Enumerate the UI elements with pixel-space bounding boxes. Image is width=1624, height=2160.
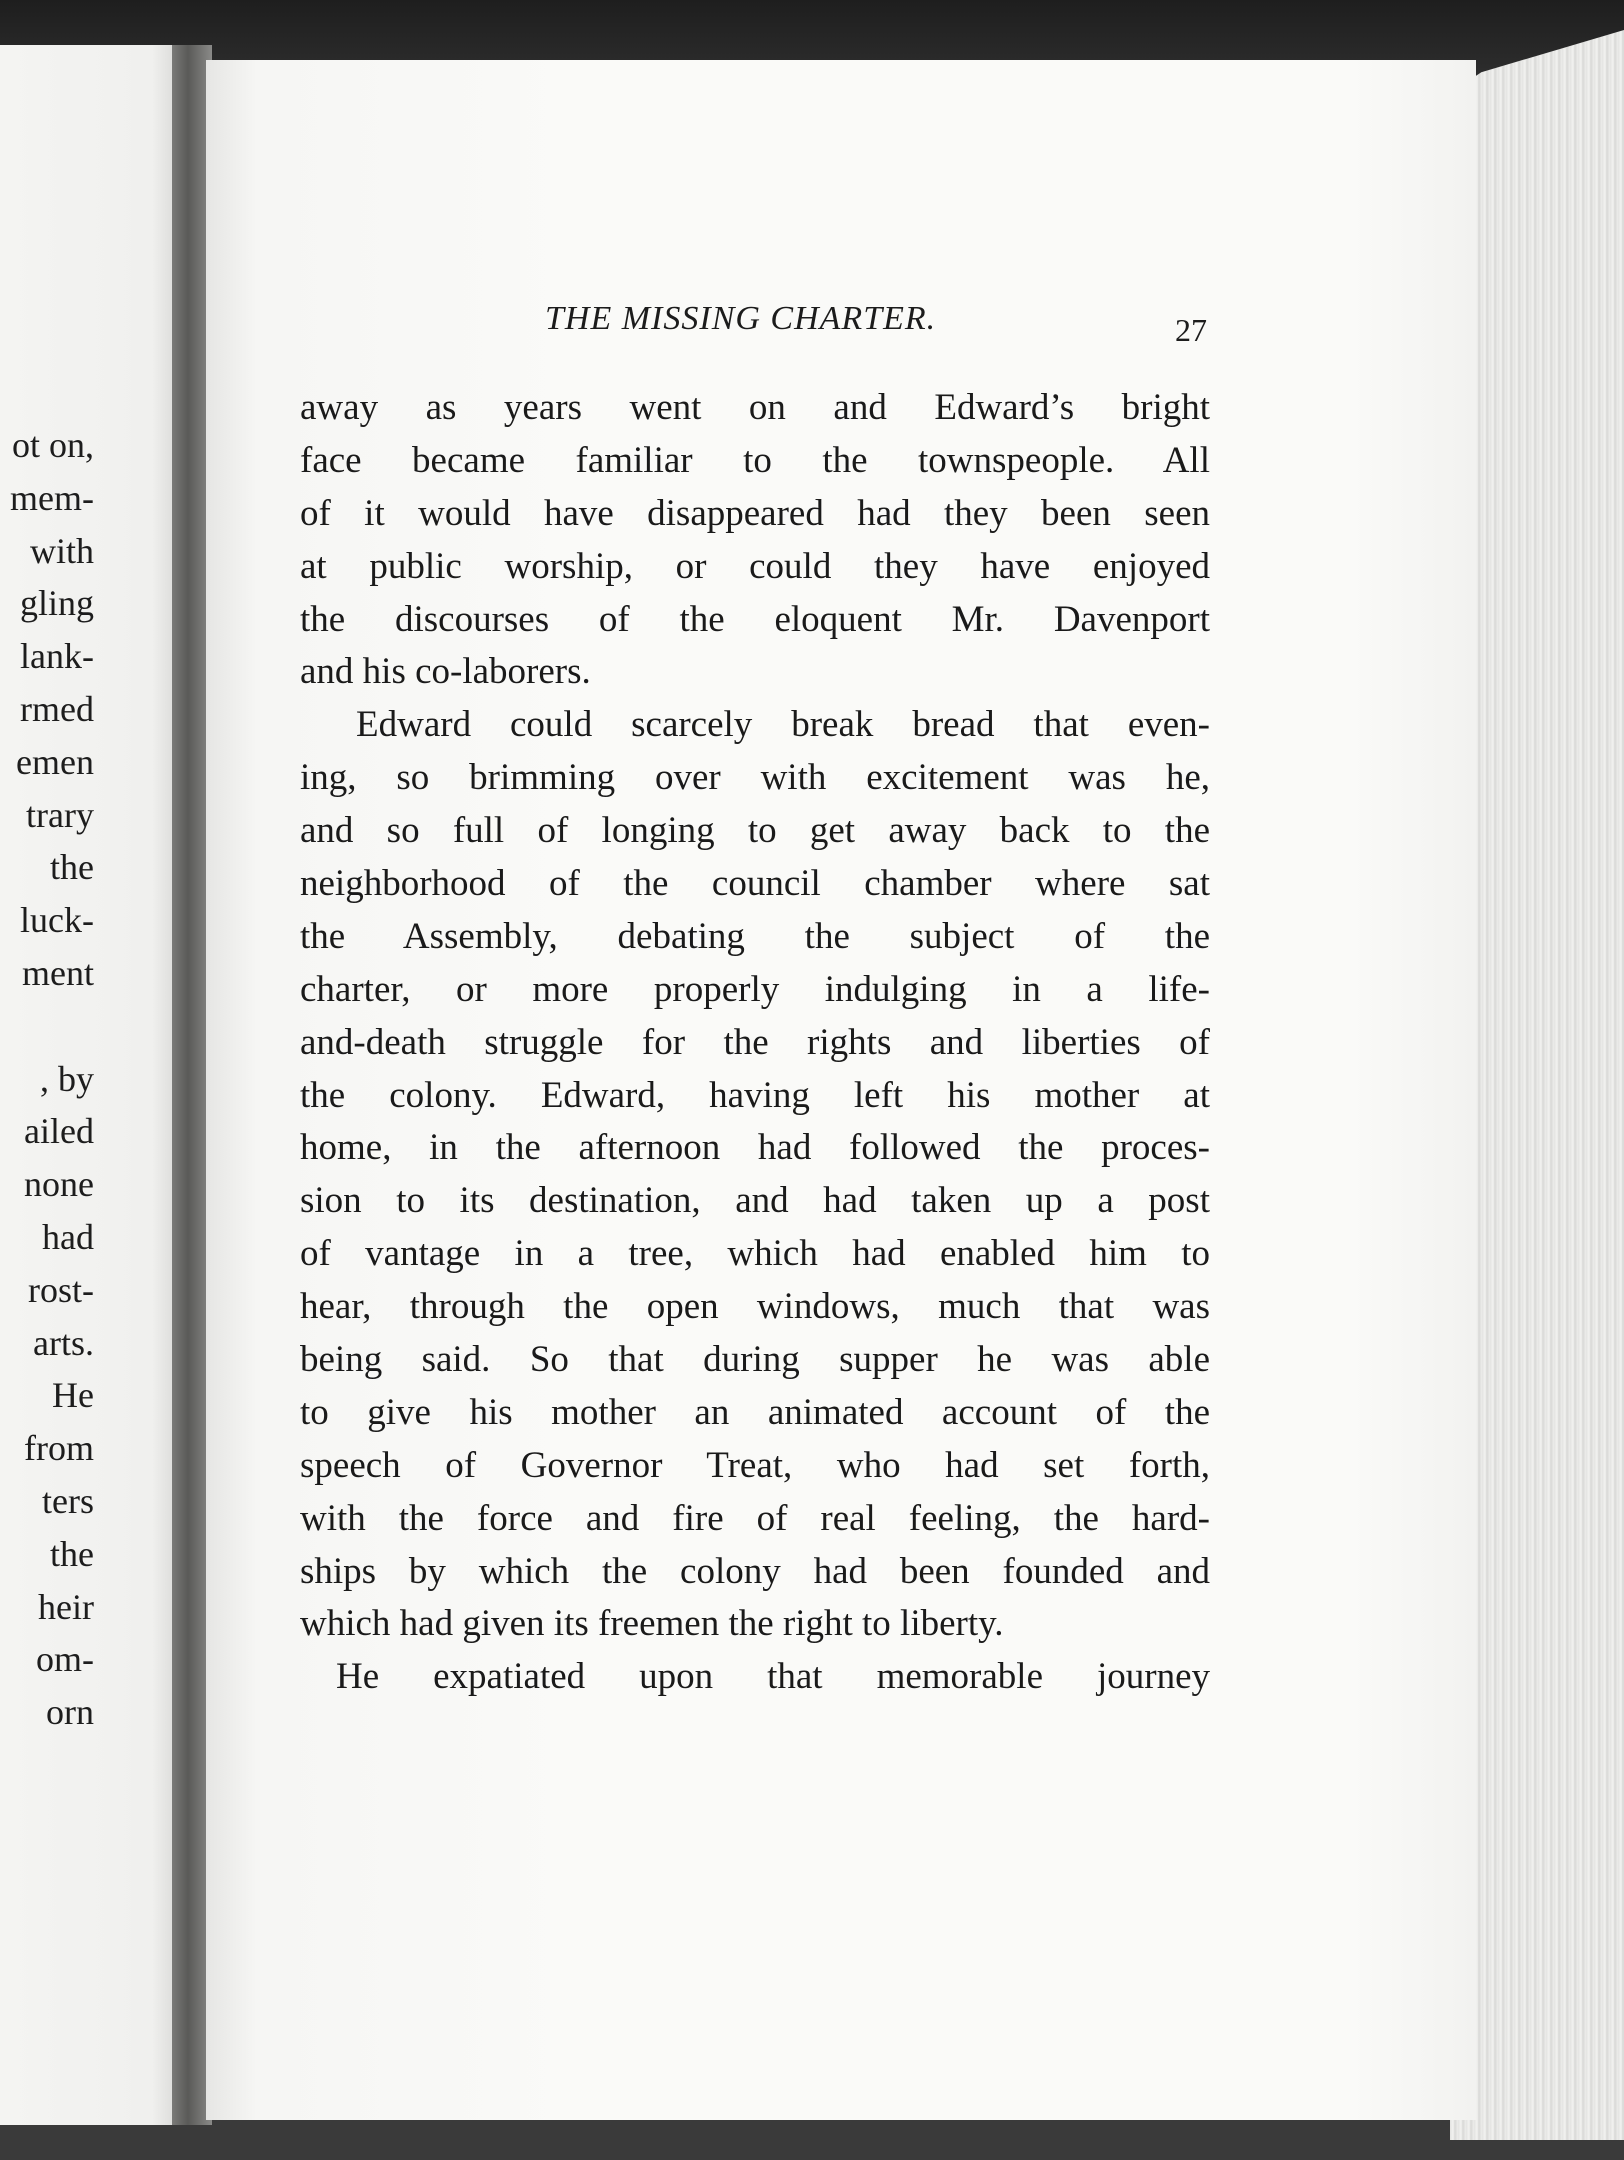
text-line: away as years went on and Edward’s bright (300, 387, 1210, 428)
text-line: He expatiated upon that memorable journey (336, 1656, 1210, 1698)
text-line: which had given its freemen the right to liberty. (300, 1603, 1004, 1645)
text-line: orn (46, 1692, 94, 1733)
text-line: rmed (20, 688, 94, 729)
text-line: trary (26, 794, 94, 835)
text-line: charter, or more properly indulging in a life- (300, 968, 1210, 1010)
text-line: om- (36, 1639, 94, 1680)
page-body-text (300, 382, 1210, 1704)
text-line: being said. So that during supper he was able (300, 1339, 1210, 1381)
text-line: ot on, (11, 425, 94, 465)
text-line: hear, through the open windows, much that was (300, 1286, 1210, 1328)
text-line: He (52, 1375, 94, 1416)
text-line: had (42, 1216, 94, 1257)
text-line: , by (40, 1058, 94, 1099)
text-line: and his co-laborers. (300, 651, 591, 693)
text-line: and-death struggle for the rights and liberties of (300, 1021, 1210, 1063)
text-line: the (50, 847, 94, 888)
text-line (0, 1000, 94, 1053)
running-head: THE MISSING CHARTER. (545, 300, 937, 337)
page-number: 27 (1175, 312, 1207, 348)
text-line: ships by which the colony had been founded and (300, 1550, 1210, 1592)
text-line: lank- (20, 636, 94, 677)
text-line: sion to its destination, and had taken up a post (300, 1180, 1210, 1222)
text-line: the discourses of the eloquent Mr. Davenport (300, 598, 1210, 640)
text-line: the Assembly, debating the subject of the (300, 915, 1210, 957)
text-line: with the force and fire of real feeling, the hard- (300, 1497, 1210, 1539)
text-line: ment (22, 952, 94, 993)
text-line: the colony. Edward, having left his mother at (300, 1074, 1210, 1116)
text-line: home, in the afternoon had followed the proces- (300, 1127, 1210, 1169)
previous-page (0, 45, 190, 2125)
page-block-edge (1450, 30, 1624, 2140)
text-line: none (24, 1164, 94, 1205)
text-line: arts. (33, 1322, 94, 1363)
text-line: ing, so brimming over with excitement was he, (300, 757, 1210, 799)
text-line: speech of Governor Treat, who had set forth, (300, 1444, 1210, 1486)
text-line: ters (42, 1480, 94, 1521)
previous-page-text (0, 419, 94, 1739)
text-line: of it would have disappeared had they been seen (300, 492, 1210, 534)
text-line: at public worship, or could they have enjoyed (300, 545, 1210, 587)
text-line: and so full of longing to get away back to the (300, 810, 1210, 852)
text-line: emen (16, 741, 94, 782)
text-line: Edward could scarcely break bread that even- (356, 704, 1210, 746)
text-line: neighborhood of the council chamber where sat (300, 863, 1210, 905)
text-line: from (24, 1428, 94, 1469)
text-line: mem- (10, 477, 94, 518)
text-line: to give his mother an animated account of the (300, 1391, 1210, 1433)
text-line: face became familiar to the townspeople. All (300, 439, 1210, 481)
text-line: luck- (20, 900, 94, 941)
text-line: of vantage in a tree, which had enabled him to (300, 1233, 1210, 1275)
text-line: the (50, 1533, 94, 1574)
text-line: ailed (24, 1111, 94, 1152)
text-line: rost- (28, 1269, 94, 1310)
text-line: heir (38, 1586, 94, 1627)
text-line: gling (19, 583, 94, 624)
text-line: with (29, 530, 94, 571)
